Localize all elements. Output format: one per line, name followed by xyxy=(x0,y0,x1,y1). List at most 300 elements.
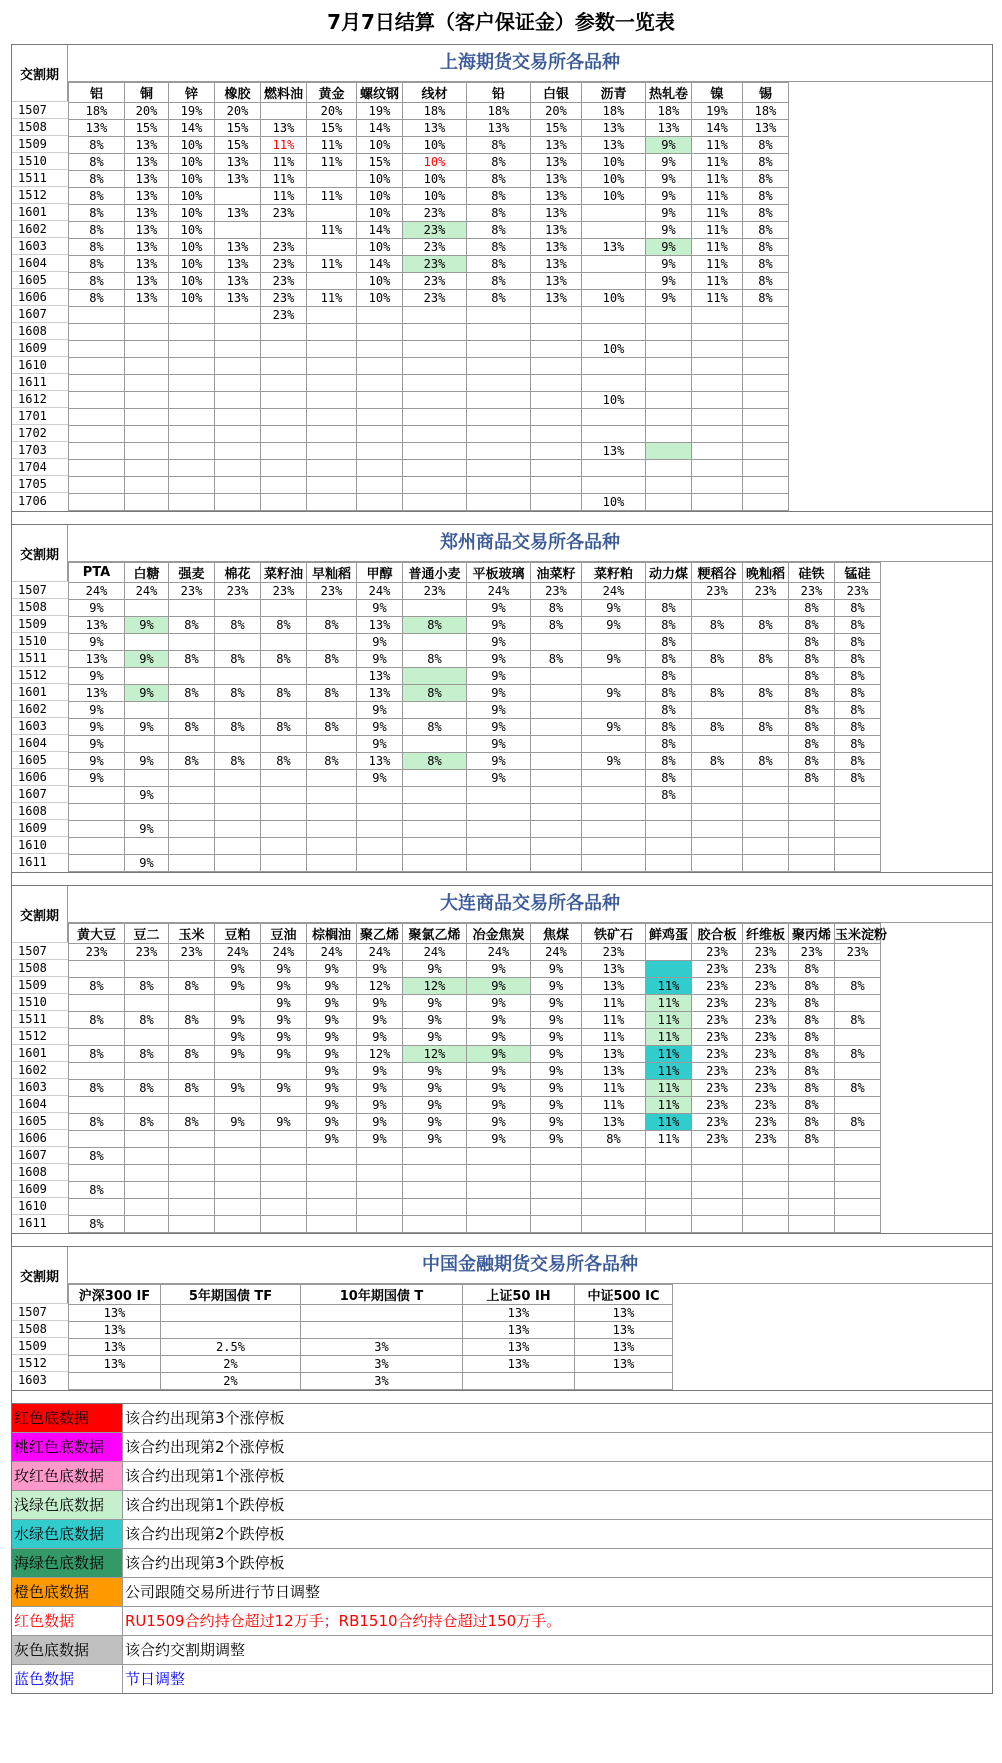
table-cell: 9% xyxy=(357,634,403,651)
table-cell: 13% xyxy=(575,1339,673,1356)
table-cell xyxy=(357,855,403,872)
table-cell xyxy=(531,307,582,324)
table-cell xyxy=(261,1148,307,1165)
table-cell xyxy=(169,1097,215,1114)
table-cell: 20% xyxy=(125,103,169,120)
table-cell xyxy=(789,804,835,821)
table-cell: 8% xyxy=(789,1012,835,1029)
table-cell xyxy=(467,855,531,872)
table-cell: 23% xyxy=(743,583,789,600)
table-cell xyxy=(261,634,307,651)
table-row xyxy=(69,855,881,872)
table-cell xyxy=(743,770,789,787)
table-cell: 8% xyxy=(692,753,743,770)
table-cell xyxy=(403,392,467,409)
table-cell xyxy=(403,702,467,719)
table-cell xyxy=(582,736,646,753)
table-cell xyxy=(467,821,531,838)
table-cell: 10% xyxy=(582,154,646,171)
table-cell: 11% xyxy=(261,154,307,171)
table-cell xyxy=(169,1148,215,1165)
table-cell xyxy=(215,307,261,324)
table-row xyxy=(69,1322,673,1339)
legend-key: 红色底数据 xyxy=(12,1404,123,1432)
table-cell xyxy=(125,1029,169,1046)
table-cell: 23% xyxy=(692,1131,743,1148)
table-cell: 13% xyxy=(582,1046,646,1063)
table-cell: 23% xyxy=(692,978,743,995)
table-cell: 23% xyxy=(169,944,215,961)
exchange-title: 大连商品交易所各品种 xyxy=(68,886,992,923)
table-cell xyxy=(743,702,789,719)
table-cell xyxy=(261,341,307,358)
table-row xyxy=(69,634,881,651)
table-row xyxy=(69,1165,881,1182)
table-cell: 13% xyxy=(582,978,646,995)
table-cell: 8% xyxy=(835,1046,881,1063)
table-cell: 8% xyxy=(261,617,307,634)
table-cell: 13% xyxy=(69,1356,161,1373)
table-row xyxy=(69,426,789,443)
table-cell: 10% xyxy=(582,494,646,511)
table-cell xyxy=(169,324,215,341)
table-cell xyxy=(69,443,125,460)
table-cell xyxy=(531,358,582,375)
table-cell: 8% xyxy=(169,753,215,770)
table-cell xyxy=(215,1148,261,1165)
table-cell: 23% xyxy=(743,1097,789,1114)
table-cell xyxy=(69,409,125,426)
table-cell: 13% xyxy=(743,120,789,137)
table-cell: 8% xyxy=(835,978,881,995)
table-cell: 8% xyxy=(789,995,835,1012)
legend-value: 节日调整 xyxy=(125,1670,186,1688)
table-cell: 9% xyxy=(531,1012,582,1029)
table-cell xyxy=(692,736,743,753)
table-cell xyxy=(743,804,789,821)
column-header: 5年期国债 TF xyxy=(161,1285,301,1305)
table-cell: 13% xyxy=(531,137,582,154)
table-cell xyxy=(125,736,169,753)
table-cell xyxy=(531,409,582,426)
table-cell: 10% xyxy=(169,171,215,188)
table-cell xyxy=(307,409,357,426)
column-header: 玉米淀粉 xyxy=(835,924,881,944)
table-cell: 10% xyxy=(582,290,646,307)
period-label: 1607 xyxy=(12,1146,68,1163)
table-row xyxy=(69,205,789,222)
period-label: 1612 xyxy=(12,390,68,407)
table-cell xyxy=(357,494,403,511)
table-cell: 9% xyxy=(307,1046,357,1063)
table-cell: 11% xyxy=(692,154,743,171)
table-cell: 9% xyxy=(646,222,692,239)
table-row xyxy=(69,651,881,668)
table-cell: 23% xyxy=(743,1046,789,1063)
table-cell: 13% xyxy=(403,120,467,137)
table-cell: 9% xyxy=(403,1097,467,1114)
table-cell xyxy=(835,1182,881,1199)
legend-row xyxy=(12,1607,992,1636)
table-cell: 9% xyxy=(215,1012,261,1029)
table-cell: 23% xyxy=(692,583,743,600)
period-label: 1512 xyxy=(12,186,68,203)
table-cell: 11% xyxy=(646,1114,692,1131)
table-cell: 9% xyxy=(467,685,531,702)
column-header: 锰硅 xyxy=(835,563,881,583)
table-cell xyxy=(69,1165,125,1182)
table-cell xyxy=(531,426,582,443)
table-cell: 8% xyxy=(692,719,743,736)
period-label: 1508 xyxy=(12,1320,68,1337)
table-cell xyxy=(69,787,125,804)
table-cell: 8% xyxy=(646,651,692,668)
table-cell: 8% xyxy=(692,685,743,702)
table-cell: 11% xyxy=(307,137,357,154)
table-cell: 10% xyxy=(357,273,403,290)
table-row xyxy=(69,736,881,753)
table-row xyxy=(69,702,881,719)
table-row xyxy=(69,409,789,426)
table-cell: 23% xyxy=(403,205,467,222)
table-cell: 10% xyxy=(169,222,215,239)
table-cell xyxy=(582,787,646,804)
table-row xyxy=(69,273,789,290)
table-cell xyxy=(582,256,646,273)
table-cell: 8% xyxy=(789,736,835,753)
legend-row xyxy=(12,1491,992,1520)
table-cell: 9% xyxy=(403,1012,467,1029)
table-cell xyxy=(835,1131,881,1148)
table-cell: 9% xyxy=(467,702,531,719)
column-header: 豆油 xyxy=(261,924,307,944)
table-cell: 11% xyxy=(646,1012,692,1029)
table-cell: 13% xyxy=(215,239,261,256)
table-cell: 9% xyxy=(69,668,125,685)
table-cell: 13% xyxy=(463,1339,575,1356)
table-cell: 23% xyxy=(403,222,467,239)
table-cell: 23% xyxy=(307,583,357,600)
section-shfe xyxy=(11,44,993,512)
table-cell xyxy=(646,821,692,838)
table-cell: 8% xyxy=(467,273,531,290)
column-header: 聚乙烯 xyxy=(357,924,403,944)
table-cell: 23% xyxy=(743,1012,789,1029)
table-cell xyxy=(692,1182,743,1199)
table-cell: 8% xyxy=(403,617,467,634)
table-cell: 24% xyxy=(403,944,467,961)
table-cell xyxy=(125,1131,169,1148)
table-cell xyxy=(169,375,215,392)
table-cell: 23% xyxy=(789,583,835,600)
table-cell xyxy=(835,1029,881,1046)
table-cell xyxy=(692,341,743,358)
table-cell xyxy=(69,477,125,494)
table-cell xyxy=(169,804,215,821)
period-label: 1608 xyxy=(12,322,68,339)
section-czce xyxy=(11,524,993,873)
table-cell: 9% xyxy=(582,651,646,668)
table-cell xyxy=(357,787,403,804)
table-cell xyxy=(692,821,743,838)
table-row xyxy=(69,324,789,341)
table-cell: 10% xyxy=(403,188,467,205)
table-cell: 10% xyxy=(357,137,403,154)
table-cell xyxy=(646,1216,692,1233)
table-cell xyxy=(169,494,215,511)
table-row xyxy=(69,1080,881,1097)
table-cell xyxy=(125,702,169,719)
table-cell: 9% xyxy=(307,978,357,995)
table-cell: 23% xyxy=(125,944,169,961)
table-cell: 8% xyxy=(646,668,692,685)
period-label: 1511 xyxy=(12,1010,68,1027)
table-cell xyxy=(531,375,582,392)
table-cell: 11% xyxy=(582,995,646,1012)
table-cell: 8% xyxy=(692,617,743,634)
legend-value: RU1509合约持仓超过12万手；RB1510合约持仓超过150万手。 xyxy=(125,1612,562,1630)
section-separator xyxy=(11,1234,993,1246)
table-cell xyxy=(261,1199,307,1216)
table-cell xyxy=(646,494,692,511)
table-cell: 13% xyxy=(575,1322,673,1339)
table-cell xyxy=(215,341,261,358)
table-cell: 13% xyxy=(69,1322,161,1339)
legend-key: 桃红色底数据 xyxy=(12,1433,123,1461)
table-cell: 8% xyxy=(69,222,125,239)
table-cell xyxy=(531,719,582,736)
table-cell xyxy=(403,460,467,477)
table-cell xyxy=(743,392,789,409)
period-header: 交割期 xyxy=(12,45,68,101)
table-cell xyxy=(692,460,743,477)
table-cell: 15% xyxy=(125,120,169,137)
period-label: 1604 xyxy=(12,254,68,271)
table-cell xyxy=(307,804,357,821)
table-cell: 9% xyxy=(357,961,403,978)
table-cell xyxy=(261,1182,307,1199)
table-row xyxy=(69,171,789,188)
table-cell: 13% xyxy=(69,617,125,634)
table-cell xyxy=(531,821,582,838)
table-cell: 8% xyxy=(789,617,835,634)
table-cell: 8% xyxy=(215,685,261,702)
period-label: 1704 xyxy=(12,458,68,475)
table-cell xyxy=(215,855,261,872)
table-cell: 13% xyxy=(215,290,261,307)
table-cell xyxy=(531,702,582,719)
table-row xyxy=(69,307,789,324)
table-row xyxy=(69,443,789,460)
table-cell: 13% xyxy=(582,443,646,460)
table-cell xyxy=(835,787,881,804)
table-cell xyxy=(403,1182,467,1199)
table-cell xyxy=(531,477,582,494)
table-cell: 8% xyxy=(835,736,881,753)
table-cell: 11% xyxy=(582,1080,646,1097)
table-cell xyxy=(692,1216,743,1233)
table-cell: 8% xyxy=(789,685,835,702)
table-cell xyxy=(531,787,582,804)
table-cell xyxy=(743,1199,789,1216)
table-cell: 9% xyxy=(403,1080,467,1097)
table-cell xyxy=(125,1063,169,1080)
table-cell xyxy=(125,1199,169,1216)
legend-value: 该合约出现第3个跌停板 xyxy=(125,1554,285,1572)
table-cell xyxy=(215,1097,261,1114)
table-cell xyxy=(467,460,531,477)
table-cell xyxy=(125,307,169,324)
table-cell: 8% xyxy=(215,651,261,668)
table-cell: 23% xyxy=(835,583,881,600)
table-cell xyxy=(743,477,789,494)
legend-key: 橙色底数据 xyxy=(12,1578,123,1606)
section-separator xyxy=(11,512,993,524)
table-cell: 9% xyxy=(646,290,692,307)
table-cell xyxy=(169,307,215,324)
margin-table xyxy=(68,82,789,511)
table-cell: 9% xyxy=(531,1131,582,1148)
period-label: 1706 xyxy=(12,492,68,509)
table-cell: 13% xyxy=(125,222,169,239)
period-label: 1603 xyxy=(12,1371,68,1388)
table-cell xyxy=(261,1216,307,1233)
table-cell xyxy=(261,702,307,719)
table-cell xyxy=(261,600,307,617)
table-cell: 15% xyxy=(307,120,357,137)
table-cell: 8% xyxy=(835,617,881,634)
period-label: 1508 xyxy=(12,598,68,615)
column-header: 平板玻璃 xyxy=(467,563,531,583)
table-cell: 9% xyxy=(307,995,357,1012)
table-cell xyxy=(835,961,881,978)
table-cell: 11% xyxy=(307,256,357,273)
table-cell: 10% xyxy=(582,341,646,358)
table-cell xyxy=(261,460,307,477)
table-cell xyxy=(403,668,467,685)
table-cell: 8% xyxy=(646,600,692,617)
table-cell xyxy=(692,392,743,409)
column-header: 燃料油 xyxy=(261,83,307,103)
table-cell xyxy=(125,324,169,341)
table-cell xyxy=(307,426,357,443)
table-cell: 11% xyxy=(646,1046,692,1063)
table-cell: 23% xyxy=(403,239,467,256)
table-cell: 23% xyxy=(261,273,307,290)
table-cell xyxy=(215,392,261,409)
table-cell: 13% xyxy=(69,651,125,668)
table-cell: 23% xyxy=(215,583,261,600)
table-cell xyxy=(169,736,215,753)
period-label: 1601 xyxy=(12,683,68,700)
table-cell xyxy=(261,409,307,426)
table-cell xyxy=(692,668,743,685)
table-cell xyxy=(531,753,582,770)
table-cell: 8% xyxy=(307,685,357,702)
table-cell: 11% xyxy=(692,137,743,154)
period-label: 1602 xyxy=(12,220,68,237)
table-cell: 8% xyxy=(69,290,125,307)
column-header: 胶合板 xyxy=(692,924,743,944)
column-header: 油菜籽 xyxy=(531,563,582,583)
table-cell xyxy=(261,1165,307,1182)
table-cell: 13% xyxy=(69,120,125,137)
table-cell xyxy=(307,443,357,460)
table-cell xyxy=(169,995,215,1012)
table-cell xyxy=(467,494,531,511)
table-cell xyxy=(743,821,789,838)
table-cell xyxy=(307,239,357,256)
table-cell: 8% xyxy=(69,1046,125,1063)
table-cell: 8% xyxy=(169,1012,215,1029)
table-cell: 9% xyxy=(467,770,531,787)
table-cell xyxy=(692,375,743,392)
table-cell: 23% xyxy=(743,995,789,1012)
table-cell: 13% xyxy=(582,120,646,137)
table-cell: 8% xyxy=(789,1097,835,1114)
table-cell xyxy=(215,600,261,617)
period-label: 1602 xyxy=(12,1061,68,1078)
table-cell xyxy=(582,273,646,290)
column-header: 黄大豆 xyxy=(69,924,125,944)
table-row xyxy=(69,239,789,256)
legend-value: 该合约出现第2个涨停板 xyxy=(125,1438,285,1456)
table-cell: 8% xyxy=(743,171,789,188)
table-cell xyxy=(169,409,215,426)
table-cell xyxy=(357,375,403,392)
exchange-title: 上海期货交易所各品种 xyxy=(68,45,992,82)
table-cell: 11% xyxy=(646,1080,692,1097)
table-cell: 9% xyxy=(357,770,403,787)
table-cell xyxy=(646,1182,692,1199)
table-cell xyxy=(743,426,789,443)
table-cell: 9% xyxy=(582,685,646,702)
table-cell: 8% xyxy=(169,1080,215,1097)
table-cell xyxy=(69,1199,125,1216)
table-cell xyxy=(125,460,169,477)
table-cell: 13% xyxy=(215,171,261,188)
table-cell: 8% xyxy=(743,753,789,770)
table-cell xyxy=(69,995,125,1012)
table-cell xyxy=(531,838,582,855)
table-cell xyxy=(692,787,743,804)
table-cell xyxy=(307,494,357,511)
table-cell xyxy=(125,961,169,978)
table-cell xyxy=(215,838,261,855)
column-header: 螺纹钢 xyxy=(357,83,403,103)
table-cell: 9% xyxy=(357,1063,403,1080)
table-row xyxy=(69,1097,881,1114)
table-cell: 11% xyxy=(646,1131,692,1148)
column-header: 动力煤 xyxy=(646,563,692,583)
table-cell xyxy=(467,1199,531,1216)
table-cell xyxy=(169,1165,215,1182)
table-cell xyxy=(169,1063,215,1080)
table-cell: 23% xyxy=(261,239,307,256)
column-header: 晚籼稻 xyxy=(743,563,789,583)
table-cell xyxy=(692,702,743,719)
table-cell xyxy=(307,702,357,719)
table-row xyxy=(69,617,881,634)
section-dce xyxy=(11,885,993,1234)
table-cell: 11% xyxy=(646,1029,692,1046)
table-cell xyxy=(307,1148,357,1165)
period-label: 1507 xyxy=(12,101,68,118)
table-cell: 8% xyxy=(743,290,789,307)
table-cell xyxy=(789,855,835,872)
table-cell xyxy=(646,838,692,855)
table-cell: 8% xyxy=(69,273,125,290)
